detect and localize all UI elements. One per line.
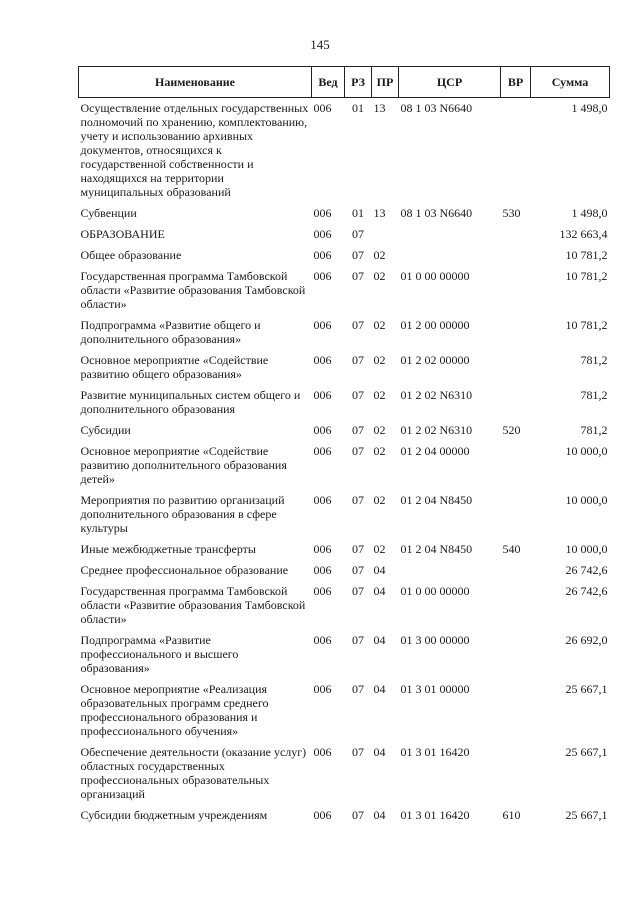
- cell-rz: 07: [352, 388, 364, 402]
- cell-csr: 01 2 04 N8450: [400, 493, 473, 507]
- cell-rz: 07: [352, 353, 364, 367]
- cell-sum: 10 000,0: [565, 493, 608, 507]
- cell-rz: 07: [352, 745, 364, 759]
- cell-sum: 26 692,0: [565, 633, 608, 647]
- budget-table: [78, 66, 610, 826]
- cell-pr: 02: [373, 493, 386, 507]
- cell-csr: [399, 245, 501, 266]
- cell-sum: 26 742,6: [565, 563, 608, 577]
- cell-name: Основное мероприятие «Содействие развитию общего образования»: [80, 353, 269, 381]
- cell-ved: 006: [313, 745, 332, 759]
- cell-vr: [501, 441, 531, 490]
- table-row: [79, 266, 610, 315]
- cell-pr: 02: [373, 269, 386, 283]
- cell-vr: [501, 490, 531, 539]
- cell-csr: 01 2 00 00000: [400, 318, 470, 332]
- cell-sum: 26 742,6: [565, 584, 608, 598]
- cell-csr: 01 2 04 00000: [400, 444, 470, 458]
- column-header-csr: ЦСР: [399, 67, 501, 98]
- table-row: [79, 245, 610, 266]
- cell-sum: 132 663,4: [559, 227, 608, 241]
- cell-vr: [501, 742, 531, 805]
- cell-vr: [501, 266, 531, 315]
- cell-ved: 006: [313, 101, 332, 115]
- cell-name: Субвенции: [80, 206, 137, 220]
- cell-vr: 520: [502, 423, 521, 437]
- header-row: [79, 67, 610, 98]
- cell-sum: 781,2: [580, 353, 608, 367]
- table-row: [79, 490, 610, 539]
- cell-ved: 006: [313, 248, 332, 262]
- cell-name: Основное мероприятие «Реализация образовательных программ среднего профессионального образования и профессионального обучения»: [80, 682, 269, 738]
- cell-sum: 1 498,0: [571, 101, 608, 115]
- cell-ved: 006: [313, 206, 332, 220]
- cell-ved: 006: [313, 353, 332, 367]
- cell-name: Развитие муниципальных систем общего и дополнительного образования: [80, 388, 301, 416]
- cell-sum: 10 781,2: [565, 248, 608, 262]
- cell-pr: 02: [373, 388, 386, 402]
- column-header-name: Наименование: [79, 67, 312, 98]
- cell-pr: 04: [373, 633, 386, 647]
- cell-rz: 01: [352, 101, 364, 115]
- cell-vr: [501, 245, 531, 266]
- table-row: [79, 385, 610, 420]
- cell-ved: 006: [313, 584, 332, 598]
- cell-vr: [501, 560, 531, 581]
- cell-csr: 01 3 00 00000: [400, 633, 470, 647]
- cell-csr: 01 0 00 00000: [400, 584, 470, 598]
- cell-sum: 10 781,2: [565, 269, 608, 283]
- cell-sum: 25 667,1: [565, 682, 608, 696]
- table-body: [79, 98, 610, 827]
- cell-csr: 01 2 02 N6310: [400, 388, 473, 402]
- cell-rz: 07: [352, 318, 364, 332]
- cell-ved: 006: [313, 542, 332, 556]
- cell-vr: [501, 630, 531, 679]
- cell-csr: 01 3 01 16420: [400, 745, 470, 759]
- column-header-pr: ПР: [372, 67, 399, 98]
- cell-csr: 01 2 04 N8450: [400, 542, 473, 556]
- cell-vr: 530: [502, 206, 521, 220]
- table-row: [79, 560, 610, 581]
- table-row: [79, 581, 610, 630]
- cell-pr: 02: [373, 444, 386, 458]
- cell-pr: 04: [373, 584, 386, 598]
- cell-ved: 006: [313, 563, 332, 577]
- cell-rz: 01: [352, 206, 364, 220]
- cell-name: Субсидии бюджетным учреждениям: [80, 808, 268, 822]
- cell-sum: 10 000,0: [565, 444, 608, 458]
- cell-csr: 01 2 02 N6310: [400, 423, 473, 437]
- cell-ved: 006: [313, 493, 332, 507]
- cell-ved: 006: [313, 633, 332, 647]
- cell-vr: [501, 581, 531, 630]
- cell-csr: 08 1 03 N6640: [400, 206, 473, 220]
- column-header-rz: РЗ: [345, 67, 372, 98]
- cell-rz: 07: [352, 248, 364, 262]
- cell-name: Обеспечение деятельности (оказание услуг) областных государственных профессиональных образовательных организаций: [80, 745, 307, 801]
- cell-name: Государственная программа Тамбовской области «Развитие образования Тамбовской области»: [80, 269, 306, 311]
- cell-name: Основное мероприятие «Содействие развитию дополнительного образования детей»: [80, 444, 287, 486]
- cell-name: Субсидии: [80, 423, 131, 437]
- column-header-sum: Сумма: [531, 67, 610, 98]
- table-row: [79, 679, 610, 742]
- cell-ved: 006: [313, 682, 332, 696]
- cell-name: Подпрограмма «Развитие общего и дополнительного образования»: [80, 318, 261, 346]
- cell-vr: 540: [502, 542, 521, 556]
- cell-csr: 01 3 01 00000: [400, 682, 470, 696]
- cell-sum: 25 667,1: [565, 808, 608, 822]
- cell-name: Подпрограмма «Развитие профессионального и высшего образования»: [80, 633, 239, 675]
- cell-rz: 07: [352, 269, 364, 283]
- cell-rz: 07: [352, 444, 364, 458]
- table-row: [79, 805, 610, 826]
- cell-rz: 07: [352, 808, 364, 822]
- cell-pr: 04: [373, 682, 386, 696]
- cell-pr: 02: [373, 318, 386, 332]
- cell-csr: 01 2 02 00000: [400, 353, 470, 367]
- cell-sum: 10 000,0: [565, 542, 608, 556]
- cell-ved: 006: [313, 388, 332, 402]
- cell-vr: [501, 98, 531, 204]
- cell-name: Среднее профессиональное образование: [80, 563, 289, 577]
- cell-sum: 781,2: [580, 388, 608, 402]
- cell-name: Иные межбюджетные трансферты: [80, 542, 256, 556]
- cell-ved: 006: [313, 423, 332, 437]
- cell-rz: 07: [352, 542, 364, 556]
- cell-sum: 25 667,1: [565, 745, 608, 759]
- cell-pr: 04: [373, 563, 386, 577]
- cell-rz: 07: [352, 584, 364, 598]
- table-row: [79, 420, 610, 441]
- table-row: [79, 203, 610, 224]
- cell-ved: 006: [313, 269, 332, 283]
- cell-csr: [399, 224, 501, 245]
- cell-rz: 07: [352, 633, 364, 647]
- cell-rz: 07: [352, 227, 364, 241]
- cell-name: Государственная программа Тамбовской области «Развитие образования Тамбовской области»: [80, 584, 306, 626]
- cell-ved: 006: [313, 808, 332, 822]
- table-row: [79, 630, 610, 679]
- table-row: [79, 539, 610, 560]
- cell-vr: [501, 224, 531, 245]
- cell-pr: [372, 224, 399, 245]
- cell-name: Мероприятия по развитию организаций дополнительного образования в сфере культуры: [80, 493, 285, 535]
- column-header-ved: Вед: [312, 67, 345, 98]
- column-header-vr: ВР: [501, 67, 531, 98]
- cell-rz: 07: [352, 493, 364, 507]
- cell-vr: [501, 385, 531, 420]
- cell-pr: 02: [373, 248, 386, 262]
- cell-pr: 13: [373, 101, 386, 115]
- table-row: [79, 742, 610, 805]
- cell-sum: 781,2: [580, 423, 608, 437]
- cell-ved: 006: [313, 227, 332, 241]
- cell-csr: [399, 560, 501, 581]
- cell-ved: 006: [313, 444, 332, 458]
- cell-pr: 04: [373, 808, 386, 822]
- cell-pr: 04: [373, 745, 386, 759]
- cell-csr: 08 1 03 N6640: [400, 101, 473, 115]
- cell-csr: 01 3 01 16420: [400, 808, 470, 822]
- cell-vr: [501, 679, 531, 742]
- cell-csr: 01 0 00 00000: [400, 269, 470, 283]
- table-row: [79, 441, 610, 490]
- cell-vr: 610: [502, 808, 521, 822]
- cell-rz: 07: [352, 682, 364, 696]
- cell-pr: 13: [373, 206, 386, 220]
- table-row: [79, 315, 610, 350]
- cell-sum: 1 498,0: [571, 206, 608, 220]
- cell-vr: [501, 315, 531, 350]
- cell-name: Осуществление отдельных государственных полномочий по хранению, комплектованию, учету и использованию архивных документов, относящихся к государственной собственности и находящихся на территории муниципальных образований: [80, 101, 309, 199]
- cell-vr: [501, 350, 531, 385]
- cell-rz: 07: [352, 423, 364, 437]
- cell-pr: 02: [373, 353, 386, 367]
- cell-pr: 02: [373, 542, 386, 556]
- cell-name: ОБРАЗОВАНИЕ: [80, 227, 165, 241]
- cell-ved: 006: [313, 318, 332, 332]
- page-number: 145: [310, 37, 330, 52]
- table-row: [79, 98, 610, 204]
- cell-pr: 02: [373, 423, 386, 437]
- table-row: [79, 350, 610, 385]
- cell-sum: 10 781,2: [565, 318, 608, 332]
- cell-rz: 07: [352, 563, 364, 577]
- table-row: [79, 224, 610, 245]
- cell-name: Общее образование: [80, 248, 182, 262]
